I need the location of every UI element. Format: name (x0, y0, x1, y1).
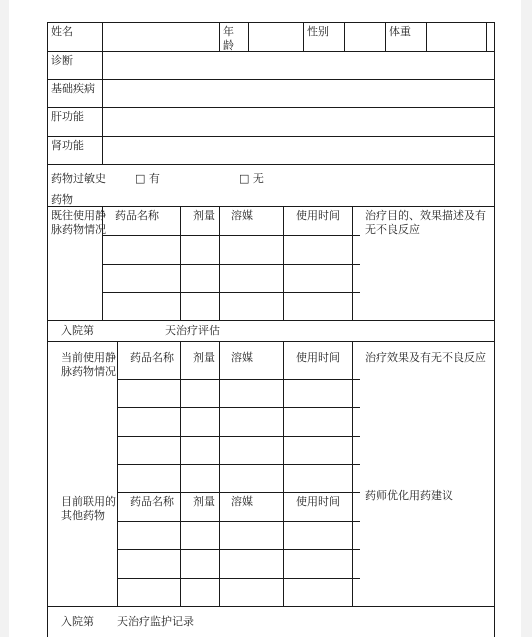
current-iv-col-solvent: 溶媒 (231, 351, 253, 364)
rule (47, 606, 495, 607)
kidney-function-label: 肾功能 (51, 139, 84, 152)
current-iv-col-time: 使用时间 (296, 351, 340, 364)
current-iv-col-drug: 药品名称 (130, 351, 174, 364)
monitor-suffix: 天治疗监护记录 (117, 615, 194, 628)
gender-label: 性别 (307, 25, 329, 38)
rule (344, 22, 345, 51)
other-drugs-col-drug: 药品名称 (130, 495, 174, 508)
allergy-drug-label: 药物 (51, 193, 73, 206)
rule (47, 206, 495, 207)
rule (426, 22, 427, 51)
rule (117, 578, 360, 579)
other-drugs-col-time: 使用时间 (296, 495, 340, 508)
patient-medication-form (9, 0, 521, 637)
current-iv-col-dose: 剂量 (193, 351, 215, 364)
rule (47, 320, 495, 321)
past-iv-col-dose: 剂量 (193, 209, 215, 222)
allergy-label: 药物过敏史 (51, 172, 106, 185)
rule (47, 22, 495, 23)
other-drugs-col-dose: 剂量 (193, 495, 215, 508)
rule (352, 206, 353, 320)
allergy-no-checkbox[interactable]: □ 无 (239, 172, 264, 185)
rule (117, 436, 360, 437)
rule (248, 22, 249, 51)
rule (102, 235, 360, 236)
liver-function-label: 肝功能 (51, 110, 84, 123)
past-iv-purpose-label: 治疗目的、效果描述及有无不良反应 (365, 209, 486, 236)
other-drugs-label: 目前联用的其他药物 (61, 495, 116, 522)
rule (117, 464, 360, 465)
rule (47, 341, 495, 342)
rule (352, 341, 353, 606)
rule (385, 22, 386, 51)
rule (219, 341, 220, 606)
other-drugs-col-solvent: 溶媒 (231, 495, 253, 508)
rule (47, 79, 495, 80)
rule (486, 22, 487, 51)
rule (102, 22, 103, 51)
rule (47, 107, 495, 108)
rule (47, 136, 495, 137)
rule (47, 164, 495, 165)
pharmacist-suggestion-label: 药师优化用药建议 (365, 489, 453, 502)
diagnosis-label: 诊断 (51, 54, 73, 67)
past-iv-col-drug: 药品名称 (115, 209, 159, 222)
current-iv-label: 当前使用静脉药物情况 (61, 351, 116, 378)
rule (180, 206, 181, 320)
rule (117, 341, 118, 606)
monitor-prefix: 入院第 (61, 615, 94, 628)
age-label: 年龄 (223, 25, 234, 52)
rule (102, 292, 360, 293)
weight-label: 体重 (389, 25, 411, 38)
current-iv-effect-label: 治疗效果及有无不良反应 (365, 351, 486, 364)
rule (303, 22, 304, 51)
past-iv-label: 既往使用静脉药物情况 (51, 209, 106, 236)
rule (102, 51, 103, 164)
rule (47, 22, 48, 637)
rule (102, 264, 360, 265)
rule (47, 51, 495, 52)
name-label: 姓名 (51, 25, 73, 38)
rule (219, 22, 220, 51)
rule (180, 341, 181, 606)
rule (219, 206, 220, 320)
past-iv-col-solvent: 溶媒 (231, 209, 253, 222)
rule (283, 341, 284, 606)
rule (117, 549, 360, 550)
rule (117, 379, 360, 380)
admission-eval-suffix: 天治疗评估 (165, 324, 220, 337)
rule (117, 521, 360, 522)
past-iv-col-time: 使用时间 (296, 209, 340, 222)
rule (117, 407, 360, 408)
basic-disease-label: 基础疾病 (51, 82, 95, 95)
rule (117, 492, 360, 493)
admission-eval-prefix: 入院第 (61, 324, 94, 337)
allergy-yes-checkbox[interactable]: □ 有 (135, 172, 160, 185)
rule (283, 206, 284, 320)
rule (494, 22, 495, 637)
